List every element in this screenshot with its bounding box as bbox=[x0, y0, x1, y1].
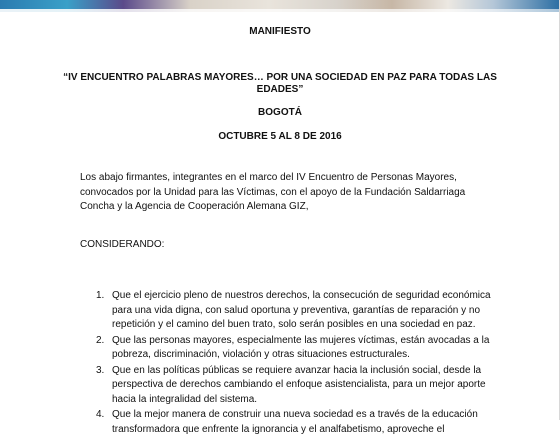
item-line: pobreza, discriminación, violación y otras situaciones estructurales. bbox=[112, 349, 410, 360]
document-title: MANIFIESTO bbox=[249, 26, 311, 37]
item-number: 3. bbox=[96, 364, 105, 376]
item-line: Que la mejor manera de construir una nueva sociedad es a través de la educación bbox=[112, 409, 478, 420]
item-line: Que las personas mayores, especialmente las mujeres víctimas, están avocadas a la bbox=[112, 334, 490, 346]
intro-line: convocados por la Unidad para las Víctimas, con el apoyo de la Fundación Saldarriaga bbox=[80, 186, 466, 198]
item-line: para una vida digna, con salud oportuna y preventiva, garantías de reparación y no bbox=[112, 304, 481, 316]
item-line: Que en las políticas públicas se requiere avanzar hacia la inclusión social, desde la bbox=[112, 364, 482, 376]
subtitle-line-2: EDADES” bbox=[256, 84, 304, 95]
item-number: 2. bbox=[96, 334, 105, 346]
item-line: transformadora que enfrente la ignorancia y el analfabetismo, aproveche el bbox=[112, 423, 445, 435]
item-number: 1. bbox=[96, 290, 105, 301]
considerando-heading: CONSIDERANDO: bbox=[80, 239, 165, 250]
intro-paragraph bbox=[80, 171, 520, 215]
subtitle-line-1: “IV ENCUENTRO PALABRAS MAYORES… POR UNA SOCIEDAD EN PAZ PARA TODAS LAS bbox=[63, 72, 497, 83]
considerations-list bbox=[96, 289, 516, 438]
item-line: repetición y el camino del buen trato, solo serán posibles en una sociedad en paz. bbox=[112, 319, 476, 330]
list-item bbox=[96, 289, 516, 333]
city-line: BOGOTÁ bbox=[258, 107, 302, 118]
list-item bbox=[96, 408, 516, 437]
item-line: hacia la integralidad del sistema. bbox=[112, 393, 258, 405]
list-item bbox=[96, 334, 516, 363]
intro-line: Los abajo firmantes, integrantes en el marco del IV Encuentro de Personas Mayores, bbox=[80, 172, 457, 183]
item-line: Que el ejercicio pleno de nuestros derechos, la consecución de seguridad económica bbox=[112, 290, 491, 301]
dates-line: OCTUBRE 5 AL 8 DE 2016 bbox=[218, 131, 342, 142]
item-line: perspectiva de derechos cambiando el enfoque asistencialista, para un mejor aporte bbox=[112, 379, 486, 390]
item-number: 4. bbox=[96, 409, 105, 420]
intro-line: Concha y la Agencia de Cooperación Alemana GIZ, bbox=[80, 201, 309, 212]
list-item bbox=[96, 364, 516, 408]
